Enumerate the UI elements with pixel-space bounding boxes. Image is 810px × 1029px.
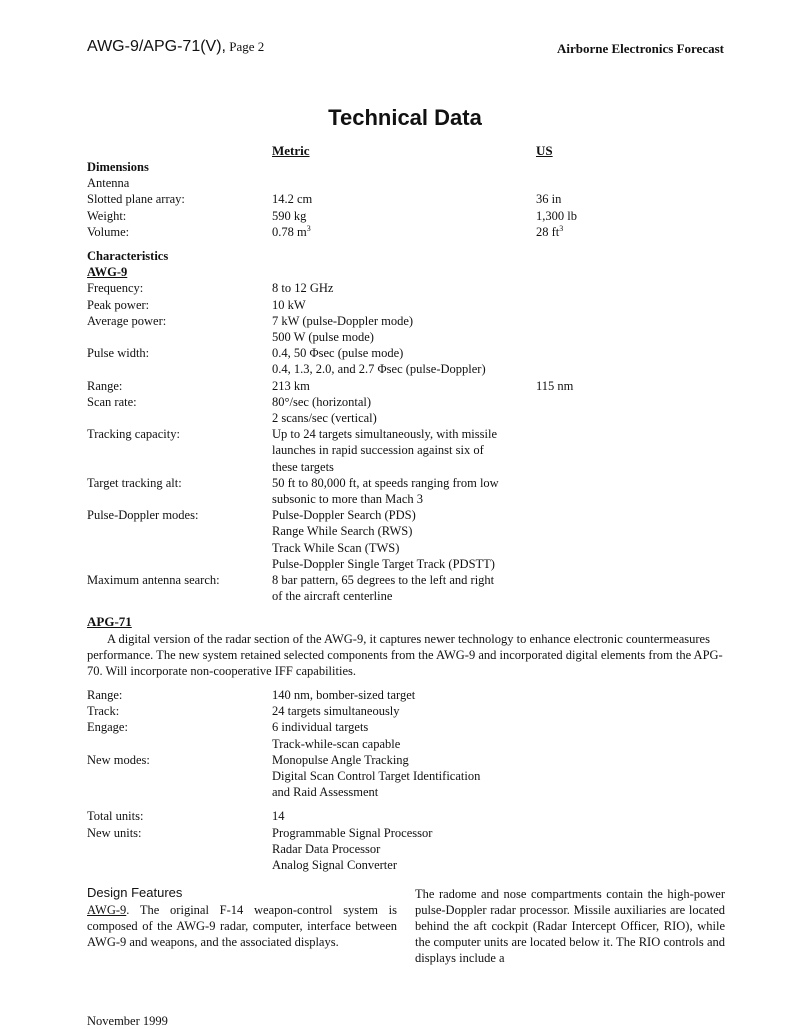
- table-row: [87, 297, 737, 313]
- table-row: [87, 703, 737, 719]
- row-value: [272, 752, 536, 801]
- value-line: subsonic to more than Mach 3: [272, 492, 424, 507]
- table-row: [87, 572, 737, 604]
- value-line: Analog Signal Converter: [272, 858, 397, 873]
- us-value: [536, 394, 737, 426]
- row-label: Range:: [87, 688, 123, 702]
- value-line: 2 scans/sec (vertical): [272, 411, 377, 426]
- row-value: [272, 378, 536, 394]
- column-header-us: US: [536, 143, 553, 158]
- us-value: [536, 572, 737, 604]
- row-value: [272, 572, 536, 604]
- row-value: [272, 313, 536, 345]
- metric-value: 590 kg: [272, 208, 307, 223]
- table-row: [87, 426, 737, 475]
- running-header-left: [87, 38, 264, 56]
- us-value: 36 in: [536, 192, 562, 207]
- value-line: 0.4, 50 Φsec (pulse mode): [272, 346, 404, 361]
- value-line: Monopulse Angle Tracking: [272, 752, 409, 767]
- value-line: and Raid Assessment: [272, 785, 379, 800]
- value-line: of the aircraft centerline: [272, 589, 393, 604]
- value-line: 80°/sec (horizontal): [272, 394, 372, 409]
- apg71-table: [87, 687, 737, 873]
- row-value: [272, 297, 536, 313]
- us-value: [536, 345, 737, 377]
- table-row: [87, 719, 737, 751]
- us-value: [536, 475, 737, 507]
- value-line: 24 targets simultaneously: [272, 704, 400, 719]
- row-label: New units:: [87, 825, 142, 840]
- value-line: 6 individual targets: [272, 720, 369, 735]
- subheading-awg9: AWG-9: [87, 265, 128, 280]
- metric-value: [272, 224, 536, 240]
- technical-data-table: [87, 159, 737, 604]
- value-line: 8 to 12 GHz: [272, 281, 334, 296]
- table-row: [87, 752, 737, 801]
- row-label: Pulse-Doppler modes:: [87, 508, 199, 523]
- row-label: Range:: [87, 378, 123, 393]
- row-label: Weight:: [87, 208, 127, 223]
- row-label: Scan rate:: [87, 394, 137, 409]
- value-line: Track While Scan (TWS): [272, 540, 400, 555]
- apg71-description: A digital version of the radar section of the AWG-9, it captures newer technology to enhance electronic countermeasures performance. The new system retained selected components from the AWG-9 and incorporated digital elements from the APG-70. Will incorporate non-cooperative IFF capabilities.: [87, 632, 723, 679]
- table-row: [87, 808, 737, 824]
- row-label: Total units:: [87, 809, 144, 824]
- value-line: Radar Data Processor: [272, 841, 381, 856]
- section-heading-design-features: Design Features: [87, 885, 183, 900]
- section-heading-dimensions: Dimensions: [87, 160, 149, 174]
- row-value: [272, 345, 536, 377]
- table-row: [87, 191, 737, 207]
- value-line: 7 kW (pulse-Doppler mode): [272, 313, 414, 328]
- table-row: [87, 224, 737, 240]
- row-value: [272, 808, 536, 824]
- row-label: Track:: [87, 704, 120, 719]
- table-row: [87, 378, 737, 394]
- us-value: [536, 507, 737, 572]
- value-line: Up to 24 targets simultaneously, with missile: [272, 427, 497, 442]
- value-line: Range While Search (RWS): [272, 524, 413, 539]
- us-value: [536, 313, 737, 345]
- metric-value: 14.2 cm: [272, 192, 313, 207]
- row-label: Pulse width:: [87, 346, 150, 361]
- row-value: [272, 703, 536, 719]
- value-line: 140 nm, bomber-sized target: [272, 688, 416, 702]
- value-line: 0.4, 1.3, 2.0, and 2.7 Φsec (pulse-Doppler): [272, 362, 486, 377]
- row-value: [272, 426, 536, 475]
- table-row: [87, 313, 737, 345]
- apg71-units-rows: [87, 808, 737, 873]
- row-value: [272, 280, 536, 296]
- design-left-text: . The original F-14 weapon-control system is composed of the AWG-9 radar, computer, interface between AWG-9 and weapons, and the associated displays.: [87, 903, 397, 949]
- value-line: Digital Scan Control Target Identification: [272, 769, 481, 784]
- value-line: 50 ft to 80,000 ft, at speeds ranging from low: [272, 475, 499, 490]
- value-line: these targets: [272, 459, 334, 474]
- metric-volume-text: 0.78 m: [272, 224, 307, 239]
- row-label: Target tracking alt:: [87, 475, 182, 490]
- header-page-number: Page 2: [225, 39, 265, 54]
- awg9-lead: AWG-9: [87, 903, 127, 917]
- us-volume-text: 28 ft: [536, 224, 560, 239]
- us-value: [536, 426, 737, 475]
- row-label: Average power:: [87, 313, 167, 328]
- row-label: Frequency:: [87, 281, 144, 296]
- design-features-right-column: The radome and nose compartments contain the high-power pulse-Doppler radar processor. Missile auxiliaries are located behind the aft cockpit (Radar Intercept Officer, RIO), while the computer units are located below it. The RIO controls and displays include a: [415, 887, 725, 965]
- section-heading-apg71: APG-71: [87, 614, 132, 629]
- subheading-antenna: Antenna: [87, 176, 130, 191]
- us-value: [536, 280, 737, 296]
- row-label: New modes:: [87, 752, 150, 767]
- value-line: Track-while-scan capable: [272, 736, 401, 751]
- table-row: [87, 687, 737, 703]
- superscript: 3: [306, 223, 311, 233]
- row-value: [272, 475, 536, 507]
- table-row: [87, 208, 737, 224]
- row-label: Slotted plane array:: [87, 192, 185, 207]
- section-heading-characteristics: Characteristics: [87, 249, 169, 264]
- row-label: Tracking capacity:: [87, 427, 180, 442]
- table-row: [87, 280, 737, 296]
- row-label: Maximum antenna search:: [87, 573, 220, 588]
- row-label: Peak power:: [87, 297, 150, 312]
- value-line: 10 kW: [272, 297, 306, 312]
- table-row: [87, 825, 737, 874]
- table-row: [87, 475, 737, 507]
- value-line: 213 km: [272, 378, 310, 393]
- row-value: [272, 719, 536, 751]
- row-label: Engage:: [87, 720, 128, 735]
- row-value: [272, 507, 536, 572]
- value-line: Programmable Signal Processor: [272, 825, 433, 840]
- table-row: [87, 507, 737, 572]
- row-value: [272, 825, 536, 874]
- us-value: 1,300 lb: [536, 208, 577, 223]
- us-value: 115 nm: [536, 378, 574, 393]
- value-line: 500 W (pulse mode): [272, 330, 374, 345]
- row-value: [272, 687, 536, 703]
- value-line: launches in rapid succession against six of: [272, 443, 484, 458]
- us-value: [536, 297, 737, 313]
- superscript: 3: [559, 223, 564, 233]
- value-line: 14: [272, 809, 285, 824]
- us-value: [536, 224, 737, 240]
- running-header-right: Airborne Electronics Forecast: [556, 41, 724, 56]
- row-label: Volume:: [87, 224, 130, 239]
- characteristics-rows: [87, 280, 737, 604]
- page-footer-date: November 1999: [87, 1014, 168, 1028]
- apg71-rows: [87, 687, 737, 800]
- page-title: Technical Data: [328, 105, 482, 130]
- value-line: Pulse-Doppler Single Target Track (PDSTT): [272, 556, 495, 571]
- value-line: 8 bar pattern, 65 degrees to the left and right: [272, 573, 495, 588]
- table-row: [87, 394, 737, 426]
- design-features-left-column: [87, 902, 397, 950]
- header-doc-id: AWG-9/APG-71(V),: [87, 38, 226, 55]
- value-line: Pulse-Doppler Search (PDS): [272, 508, 416, 523]
- row-value: [272, 394, 536, 426]
- column-header-metric: Metric: [272, 143, 310, 158]
- table-row: [87, 345, 737, 377]
